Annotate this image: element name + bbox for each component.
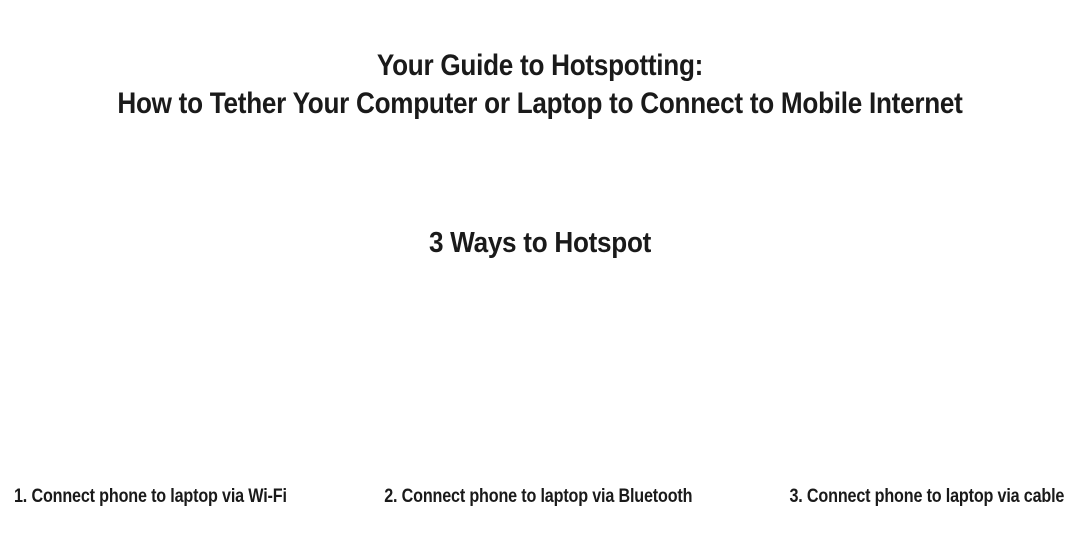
page-title <box>0 47 1080 123</box>
step-images-placeholder <box>0 270 1080 480</box>
caption-row <box>14 486 1064 508</box>
page-title-line-1: Your Guide to Hotspotting: <box>376 49 704 82</box>
step-caption-bluetooth-text: 2. Connect phone to laptop via Bluetooth <box>383 486 692 507</box>
page-title-line-2: How to Tether Your Computer or Laptop to Connect to Mobile Internet <box>117 87 963 120</box>
step-caption-cable-text: 3. Connect phone to laptop via cable <box>789 486 1064 507</box>
section-heading <box>0 226 1080 260</box>
step-caption-cable <box>741 486 1064 508</box>
step-caption-wifi <box>14 486 335 508</box>
step-caption-bluetooth <box>357 486 720 508</box>
step-caption-wifi-text: 1. Connect phone to laptop via Wi-Fi <box>14 486 287 507</box>
section-heading-text: 3 Ways to Hotspot <box>428 227 652 259</box>
